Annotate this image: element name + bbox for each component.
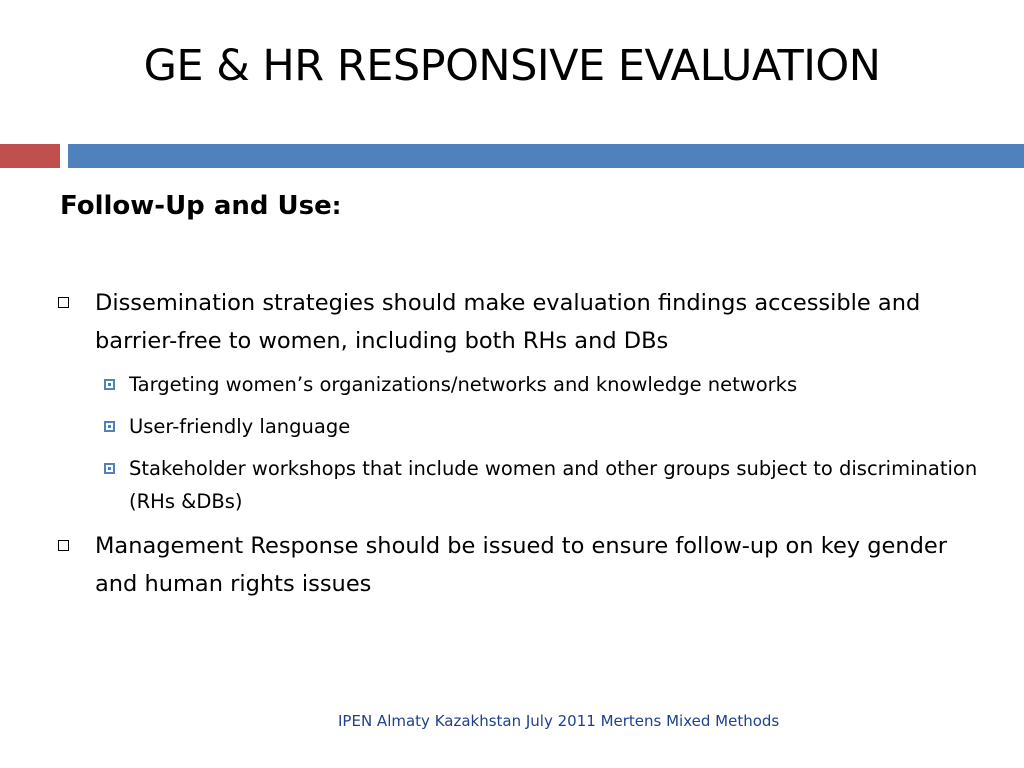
bullet-text: Dissemination strategies should make evaluation findings accessible and barrier-free to women, including both RHs and DBs xyxy=(95,290,921,354)
hollow-square-bullet-icon xyxy=(58,540,69,551)
square-bullet-icon xyxy=(104,463,115,474)
subheading-text: Follow-Up and Use xyxy=(60,191,332,221)
title-divider-red xyxy=(0,144,60,168)
sub-bullet-item xyxy=(95,368,988,401)
title-divider-blue xyxy=(68,144,1024,168)
bullet-item xyxy=(58,527,988,603)
bullet-item xyxy=(58,284,988,360)
section-subheading xyxy=(60,186,341,226)
square-bullet-icon xyxy=(104,379,115,390)
bullet-list xyxy=(58,284,988,611)
sub-bullet-text: Stakeholder workshops that include women and other groups subject to discrimination (RHs &DBs) xyxy=(129,457,978,513)
sub-bullet-text: Targeting women’s organizations/networks and knowledge networks xyxy=(129,373,798,396)
sub-bullet-item xyxy=(95,410,988,443)
square-bullet-icon xyxy=(104,421,115,432)
hollow-square-bullet-icon xyxy=(58,297,69,308)
sub-bullet-text: User-friendly language xyxy=(129,415,351,438)
sub-bullet-item xyxy=(95,452,988,518)
bullet-text: Management Response should be issued to ensure follow-up on key gender and human rights issues xyxy=(95,533,948,597)
slide-footer: IPEN Almaty Kazakhstan July 2011 Mertens Mixed Methods xyxy=(338,712,780,730)
subheading-colon: : xyxy=(331,192,342,220)
slide-title: GE & HR RESPONSIVE EVALUATION xyxy=(143,41,881,91)
